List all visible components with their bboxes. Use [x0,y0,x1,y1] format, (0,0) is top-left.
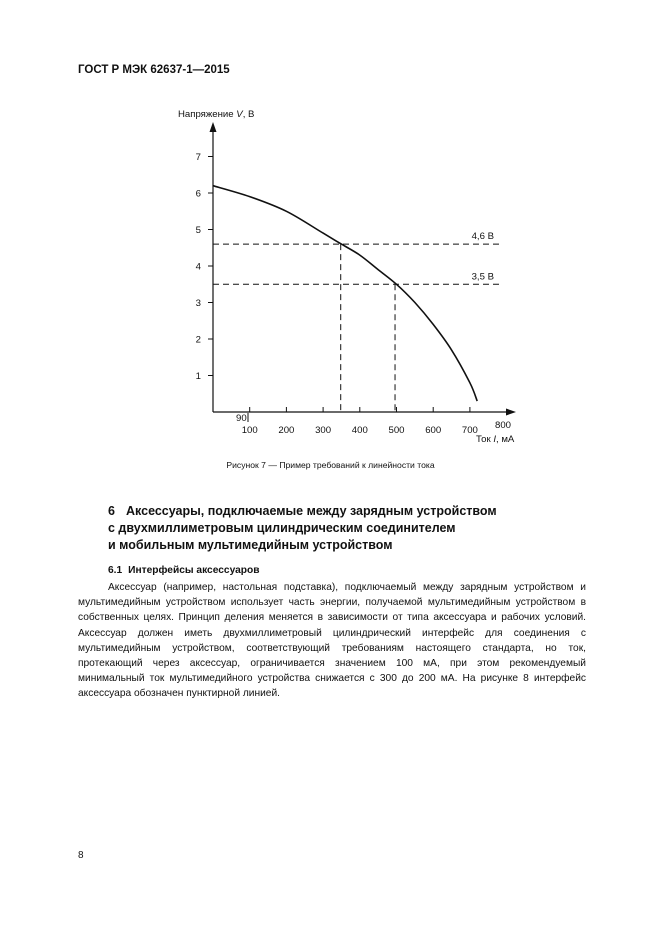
y-axis-label: Напряжение V, В [178,109,255,120]
figure-caption: Рисунок 7 — Пример требований к линейности тока [226,460,435,470]
x-tick-label: 400 [351,425,368,436]
x-tick-label: 600 [425,425,442,436]
axis-variable-symbol: V [236,109,243,120]
y-tick-label: 3 [195,298,201,309]
y-tick-label: 2 [195,334,201,346]
reference-lines [213,231,502,412]
x-tick-label: 100 [241,425,258,436]
section-number: 6 [108,504,115,518]
voltage-current-curve [213,186,477,401]
x-tick-label: 200 [278,425,295,436]
reference-line-label: 3,5 В [471,271,494,283]
y-ticks [196,152,213,382]
y-tick-label: 1 [195,371,201,382]
section-title-line-2: с двухмиллиметровым цилиндрическим соединителем [108,521,456,535]
x-tick-label: 300 [315,425,332,436]
document-header: ГОСТ Р МЭК 62637-1—2015 [78,64,230,76]
subsection-title [108,565,260,576]
x-tick-label: 800 [494,420,512,431]
x-ticks [236,407,511,436]
y-tick-label: 6 [195,188,201,200]
subsection-title-text: Интерфейсы аксессуаров [128,565,260,576]
y-tick-label: 7 [195,152,201,163]
subsection-number: 6.1 [108,565,123,576]
body-paragraph: Аксессуар (например, настольная подставка), подключаемый между зарядным устройством и мультимедийным устройством использует часть энергии, получаемой мультимедийным устройством в собственных целях. Принцип деления меняется в зависимости от типа аксессуара и рабочих условий. Аксессуар должен иметь двухмиллиметровый цилиндрический интерфейс для соединения с мультимедийным устройством, соответствующий требованиям настоящего стандарта, но ток, протекающий через аксессуар, ограничивается значением 100 мА, при этом рекомендуемый минимальный ток мультимедийного устройства снижается с 300 до 200 мА. На рисунке 8 интерфейс аксессуара обозначен пунктирной линией. [78,582,586,700]
reference-line-label: 4,6 В [471,231,494,243]
x-axis-label: Ток I, мА [476,434,515,445]
section-title [108,503,578,554]
x-extra-label: 90 [236,413,247,424]
y-axis-arrow [210,122,217,132]
y-tick-label: 4 [195,261,201,273]
axis-variable-symbol: I [493,434,496,445]
page-number: 8 [78,850,84,861]
x-axis-arrow [506,409,516,416]
x-tick-label: 700 [461,425,478,436]
y-tick-label: 5 [195,225,201,236]
x-tick-label: 500 [388,425,405,436]
section-title-line-1: Аксессуары, подключаемые между зарядным устройством [126,504,497,518]
section-title-line-3: и мобильным мультимедийным устройством [108,538,393,552]
